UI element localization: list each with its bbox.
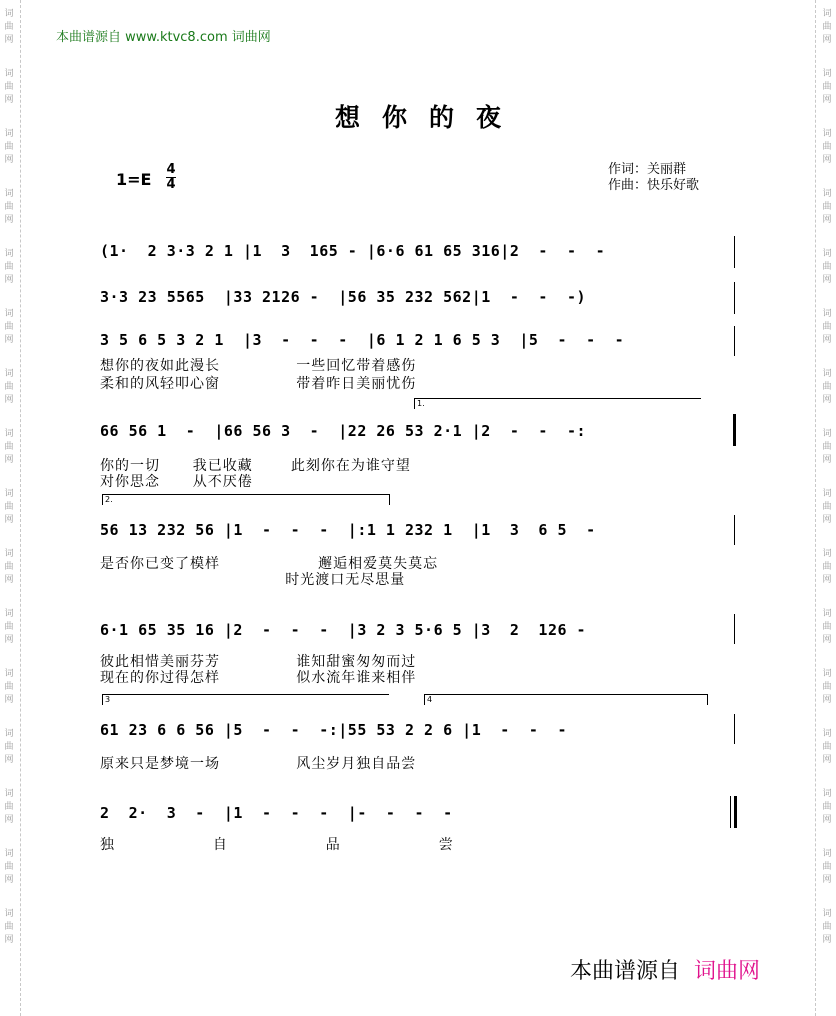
- credits: [608, 162, 699, 194]
- watermark-char: 曲: [4, 442, 14, 452]
- watermark-group: [820, 848, 834, 887]
- watermark-char: 网: [822, 35, 832, 45]
- source-line: 本曲谱源自 www.ktvc8.com 词曲网: [56, 30, 271, 45]
- watermark-char: 词: [822, 849, 832, 859]
- watermark-char: 词: [4, 429, 14, 439]
- volta-4: 4: [424, 694, 708, 705]
- watermark-char: 曲: [822, 742, 832, 752]
- watermark-char: 词: [4, 9, 14, 19]
- notation-row-2: 3·3 23 5565 |33 2126 - |56 35 232 562|1 - - -): [100, 288, 587, 306]
- watermark-char: 词: [4, 129, 14, 139]
- watermark-group: [820, 908, 834, 947]
- watermark-char: 曲: [4, 22, 14, 32]
- lyrics-row-6b: 现在的你过得怎样 似水流年谁来相伴: [100, 670, 417, 686]
- watermark-group: [2, 668, 16, 707]
- barline: [734, 614, 735, 644]
- barline: [734, 714, 735, 744]
- watermark-char: 曲: [4, 262, 14, 272]
- watermark-char: 网: [4, 515, 14, 525]
- watermark-group: [2, 188, 16, 227]
- watermark-group: [2, 488, 16, 527]
- lyrics-row-5a: 是否你已变了模样 邂逅相爱莫失莫忘: [100, 556, 439, 572]
- watermark-char: 曲: [4, 322, 14, 332]
- notation-row-4: 66 56 1 - |66 56 3 - |22 26 53 2·1 |2 - - -:: [100, 422, 587, 440]
- final-barline-thin: [730, 796, 731, 828]
- volta-3: 3: [102, 694, 389, 705]
- watermark-char: 词: [822, 9, 832, 19]
- watermark-char: 网: [822, 695, 832, 705]
- notation-row-6: 6·1 65 35 16 |2 - - - |3 2 3 5·6 5 |3 2 126 -: [100, 621, 587, 639]
- notation-row-5: 56 13 232 56 |1 - - - |:1 1 232 1 |1 3 6 5 -: [100, 521, 596, 539]
- lyrics-row-5b: 时光渡口无尽思量: [100, 572, 406, 588]
- final-barline-thick: [734, 796, 737, 828]
- watermark-char: 词: [4, 909, 14, 919]
- watermark-char: 网: [4, 95, 14, 105]
- watermark-char: 词: [4, 549, 14, 559]
- watermark-group: [820, 788, 834, 827]
- left-dashed-border: [20, 0, 21, 1016]
- watermark-group: [820, 728, 834, 767]
- watermark-char: 词: [4, 609, 14, 619]
- watermark-char: 网: [822, 155, 832, 165]
- watermark-group: [820, 548, 834, 587]
- watermark-char: 词: [4, 789, 14, 799]
- watermark-char: 词: [4, 309, 14, 319]
- notation-row-1: (1· 2 3·3 2 1 |1 3 165 - |6·6 61 65 316|2 - - -: [100, 242, 606, 260]
- volta-1: 1.: [414, 398, 701, 409]
- watermark-char: 网: [4, 935, 14, 945]
- watermark-char: 曲: [822, 22, 832, 32]
- watermark-char: 曲: [822, 382, 832, 392]
- watermark-group: [2, 248, 16, 287]
- lyrics-row-7a: 原来只是梦境一场 风尘岁月独自品尝: [100, 756, 417, 772]
- watermark-char: 曲: [4, 202, 14, 212]
- watermark-group: [820, 608, 834, 647]
- watermark-group: [2, 548, 16, 587]
- lyrics-row-6a: 彼此相惜美丽芬芳 谁知甜蜜匆匆而过: [100, 654, 417, 670]
- footer-brand[interactable]: 词曲网: [694, 959, 761, 984]
- watermark-char: 网: [822, 95, 832, 105]
- watermark-group: [2, 368, 16, 407]
- watermark-char: 词: [822, 909, 832, 919]
- key-signature: 1=E: [116, 170, 152, 189]
- watermark-char: 词: [4, 369, 14, 379]
- repeat-end-barline: [733, 414, 736, 446]
- lyrics-row-4a: 你的一切 我已收藏 此刻你在为谁守望: [100, 458, 411, 474]
- watermark-char: 词: [822, 789, 832, 799]
- watermark-group: [820, 8, 834, 47]
- watermark-group: [820, 248, 834, 287]
- watermark-char: 曲: [4, 862, 14, 872]
- lyrics-row-3b: 柔和的风轻叩心窗 带着昨日美丽忧伤: [100, 376, 417, 392]
- watermark-char: 网: [4, 875, 14, 885]
- watermark-char: 网: [822, 455, 832, 465]
- watermark-char: 词: [4, 69, 14, 79]
- lyrics-row-4b: 对你思念 从不厌倦: [100, 474, 253, 490]
- watermark-group: [2, 908, 16, 947]
- watermark-char: 曲: [822, 802, 832, 812]
- watermark-char: 曲: [822, 922, 832, 932]
- barline: [734, 282, 735, 314]
- watermark-char: 曲: [4, 922, 14, 932]
- lyrics-row-3a: 想你的夜如此漫长 一些回忆带着感伤: [100, 358, 417, 374]
- watermark-group: [820, 488, 834, 527]
- watermark-char: 曲: [822, 862, 832, 872]
- volta-2: 2.: [102, 494, 390, 505]
- watermark-char: 网: [4, 455, 14, 465]
- watermark-char: 曲: [4, 622, 14, 632]
- watermark-char: 网: [822, 395, 832, 405]
- watermark-char: 词: [822, 609, 832, 619]
- lyricist: 作词：关丽群: [608, 162, 687, 177]
- watermark-group: [2, 308, 16, 347]
- watermark-column-right: [820, 0, 834, 1016]
- watermark-group: [2, 428, 16, 467]
- time-numerator: 4: [166, 162, 176, 177]
- watermark-char: 网: [4, 35, 14, 45]
- watermark-char: 网: [822, 635, 832, 645]
- watermark-group: [820, 188, 834, 227]
- watermark-char: 网: [4, 215, 14, 225]
- watermark-char: 曲: [822, 202, 832, 212]
- watermark-char: 曲: [4, 82, 14, 92]
- song-title: 想你的夜: [334, 103, 523, 132]
- notation-row-8: 2 2· 3 - |1 - - - |- - - -: [100, 804, 453, 822]
- watermark-char: 词: [822, 249, 832, 259]
- watermark-char: 词: [822, 129, 832, 139]
- time-denominator: 4: [166, 177, 176, 192]
- barline: [734, 236, 735, 268]
- barline: [734, 326, 735, 356]
- watermark-char: 词: [4, 849, 14, 859]
- watermark-char: 曲: [822, 502, 832, 512]
- footer-label: 本曲谱源自: [570, 959, 681, 984]
- watermark-group: [2, 8, 16, 47]
- watermark-char: 词: [822, 489, 832, 499]
- watermark-char: 网: [822, 335, 832, 345]
- watermark-char: 网: [822, 575, 832, 585]
- watermark-char: 网: [4, 575, 14, 585]
- watermark-group: [2, 788, 16, 827]
- right-dashed-border: [815, 0, 816, 1016]
- watermark-char: 词: [822, 669, 832, 679]
- watermark-char: 网: [4, 395, 14, 405]
- watermark-char: 曲: [822, 142, 832, 152]
- watermark-char: 曲: [822, 322, 832, 332]
- watermark-char: 词: [822, 429, 832, 439]
- watermark-group: [820, 368, 834, 407]
- watermark-char: 网: [4, 275, 14, 285]
- barline: [734, 515, 735, 545]
- watermark-char: 曲: [4, 142, 14, 152]
- watermark-char: 曲: [822, 442, 832, 452]
- watermark-char: 曲: [822, 622, 832, 632]
- watermark-char: 曲: [4, 682, 14, 692]
- watermark-group: [2, 848, 16, 887]
- watermark-char: 曲: [822, 562, 832, 572]
- watermark-char: 曲: [4, 502, 14, 512]
- watermark-char: 曲: [4, 562, 14, 572]
- watermark-char: 词: [822, 309, 832, 319]
- watermark-char: 词: [4, 249, 14, 259]
- watermark-char: 曲: [4, 382, 14, 392]
- watermark-char: 网: [4, 755, 14, 765]
- watermark-char: 曲: [4, 742, 14, 752]
- watermark-char: 词: [822, 69, 832, 79]
- watermark-char: 网: [4, 335, 14, 345]
- watermark-char: 曲: [822, 82, 832, 92]
- watermark-char: 网: [4, 815, 14, 825]
- lyrics-row-8a: 独 自 品 尝: [100, 837, 483, 853]
- watermark-group: [820, 668, 834, 707]
- notation-row-3: 3 5 6 5 3 2 1 |3 - - - |6 1 2 1 6 5 3 |5 - - -: [100, 331, 625, 349]
- watermark-char: 词: [4, 489, 14, 499]
- watermark-group: [820, 428, 834, 467]
- watermark-char: 网: [4, 695, 14, 705]
- watermark-char: 词: [4, 669, 14, 679]
- watermark-group: [2, 608, 16, 647]
- time-signature: [166, 164, 176, 191]
- watermark-char: 词: [822, 729, 832, 739]
- footer: [570, 954, 760, 985]
- watermark-char: 网: [822, 515, 832, 525]
- watermark-column-left: [2, 0, 16, 1016]
- watermark-char: 曲: [4, 802, 14, 812]
- watermark-char: 词: [822, 189, 832, 199]
- watermark-group: [2, 728, 16, 767]
- watermark-char: 词: [4, 729, 14, 739]
- watermark-char: 网: [822, 215, 832, 225]
- watermark-char: 网: [822, 275, 832, 285]
- composer: 作曲：快乐好歌: [608, 178, 700, 193]
- watermark-char: 词: [4, 189, 14, 199]
- watermark-char: 网: [4, 635, 14, 645]
- watermark-char: 词: [822, 369, 832, 379]
- watermark-char: 网: [822, 755, 832, 765]
- watermark-char: 网: [822, 875, 832, 885]
- watermark-char: 网: [4, 155, 14, 165]
- notation-row-7: 61 23 6 6 56 |5 - - -:|55 53 2 2 6 |1 - - -: [100, 721, 568, 739]
- watermark-char: 曲: [822, 262, 832, 272]
- watermark-group: [820, 308, 834, 347]
- watermark-char: 网: [822, 935, 832, 945]
- watermark-char: 词: [822, 549, 832, 559]
- watermark-char: 曲: [822, 682, 832, 692]
- watermark-char: 网: [822, 815, 832, 825]
